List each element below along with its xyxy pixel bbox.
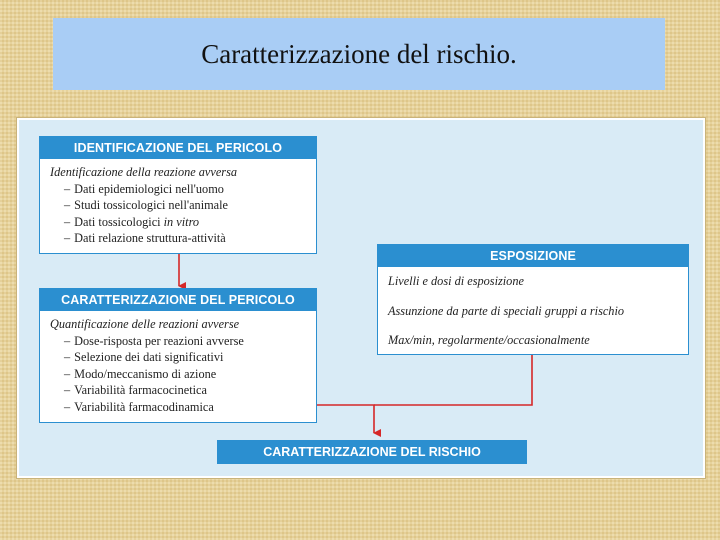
list-item: Assunzione da parte di speciali gruppi a rischio	[388, 303, 625, 318]
list-item: – Modo/meccanismo di azione	[64, 366, 217, 381]
risk-diagram	[17, 118, 705, 478]
box-esposizione	[377, 244, 689, 355]
box-lead: Identificazione della reazione avversa	[50, 165, 238, 179]
box-heading: IDENTIFICAZIONE DEL PERICOLO	[40, 137, 316, 159]
list-item: – Studi tossicologici nell'animale	[64, 198, 229, 212]
arrow-pericolo-to-rischio	[316, 405, 374, 433]
box-identificazione-pericolo	[39, 136, 317, 254]
box-lead: Quantificazione delle reazioni avverse	[50, 317, 240, 331]
box-heading: ESPOSIZIONE	[378, 245, 688, 267]
list-item: – Dati relazione struttura-attività	[64, 231, 226, 245]
slide-title-box	[53, 18, 665, 90]
slide-title: Caratterizzazione del rischio.	[201, 38, 517, 69]
box-caratterizzazione-pericolo	[39, 288, 317, 423]
list-item: – Selezione dei dati significativi	[64, 350, 224, 364]
box-caratterizzazione-rischio: CARATTERIZZAZIONE DEL RISCHIO	[217, 440, 527, 464]
list-item: Livelli e dosi di esposizione	[388, 274, 524, 288]
list-item: Max/min, regolarmente/occasionalmente	[388, 333, 590, 347]
list-item: – Dati epidemiologici nell'uomo	[64, 181, 224, 196]
list-item: – Variabilità farmacocinetica	[64, 383, 207, 397]
list-item: – Dose-risposta per reazioni avverse	[64, 333, 244, 348]
arrow-esposizione-to-rischio	[374, 355, 532, 405]
box-heading: CARATTERIZZAZIONE DEL PERICOLO	[40, 289, 316, 311]
list-item: – Dati tossicologici in vitro	[64, 214, 200, 229]
list-item: – Variabilità farmacodinamica	[64, 399, 214, 414]
